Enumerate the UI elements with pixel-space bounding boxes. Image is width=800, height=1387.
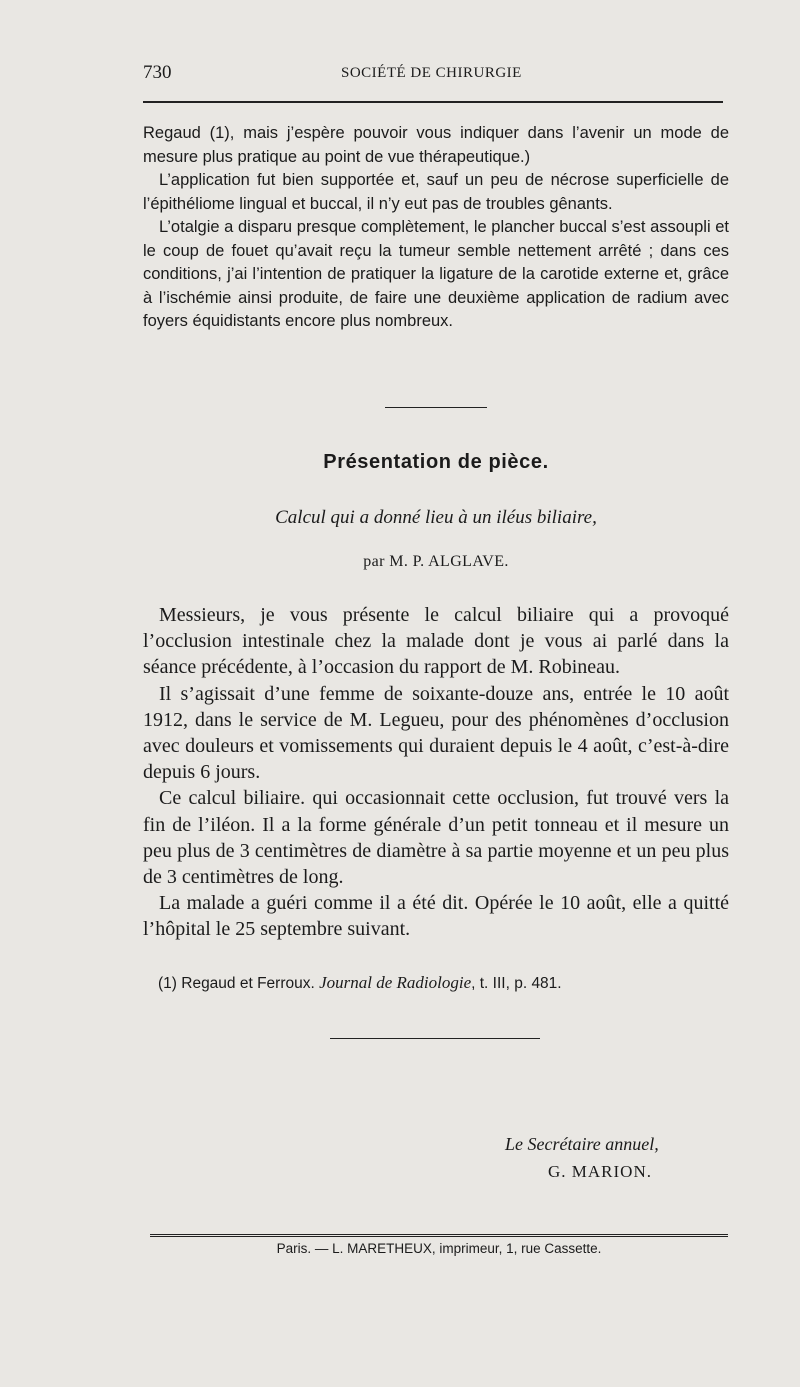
main-paragraph: Messieurs, je vous présente le calcul biliaire qui a provoqué l’occlusion intestinale chez la malade dont je vous ai parlé dans la séance précédente, à l’occasion du rapport de M. Robineau. bbox=[143, 604, 729, 679]
section-author: par M. P. ALGLAVE. bbox=[363, 553, 509, 570]
footnote-prefix: (1) Regaud et Ferroux. bbox=[158, 975, 320, 992]
section-title: Présentation de pièce. bbox=[323, 451, 549, 473]
end-divider bbox=[330, 1038, 540, 1039]
main-text bbox=[143, 602, 729, 943]
imprint-rule bbox=[150, 1234, 728, 1237]
running-head: SOCIÉTÉ DE CHIRURGIE bbox=[341, 65, 522, 81]
intro-text bbox=[143, 122, 729, 334]
footnote-suffix: , t. III, p. 481. bbox=[471, 975, 562, 992]
signature-name: G. MARION. bbox=[548, 1162, 652, 1181]
page-number: 730 bbox=[143, 62, 172, 83]
main-paragraph: Il s’agissait d’une femme de soixante-douze ans, entrée le 10 août 1912, dans le service de M. Legueu, pour des phénomènes d’occlusion avec douleurs et vomissements qui duraient depuis le 4 août, c’est-à-dire depuis 6 jours. bbox=[143, 682, 729, 784]
section-subtitle: Calcul qui a donné lieu à un iléus biliaire, bbox=[275, 507, 597, 528]
main-paragraph: La malade a guéri comme il a été dit. Opérée le 10 août, elle a quitté l’hôpital le 25 septembre suivant. bbox=[143, 892, 729, 941]
footnote-journal: Journal de Radiologie bbox=[319, 973, 472, 992]
intro-paragraph: Regaud (1), mais j’espère pouvoir vous indiquer dans l’avenir un mode de mesure plus pratique au point de vue thérapeutique.) bbox=[143, 124, 729, 166]
section-divider bbox=[385, 407, 487, 408]
main-paragraph: Ce calcul biliaire. qui occasionnait cette occlusion, fut trouvé vers la fin de l’iléon. Il a la forme générale d’un petit tonneau et il mesure un peu plus de 3 centimètres de diamètre à sa partie moyenne et un peu plus de 3 centimètres de long. bbox=[143, 787, 729, 889]
page-header bbox=[143, 62, 728, 86]
printer-imprint: Paris. — L. MARETHEUX, imprimeur, 1, rue Cassette. bbox=[276, 1241, 602, 1256]
signature-role: Le Secrétaire annuel, bbox=[505, 1134, 659, 1154]
intro-paragraph: L’application fut bien supportée et, sauf un peu de nécrose superficielle de l’épithéliome lingual et buccal, il n’y eut pas de troubles gênants. bbox=[143, 171, 729, 213]
header-rule bbox=[143, 101, 723, 103]
intro-paragraph: L’otalgie a disparu presque complètement, le plancher buccal s’est assoupli et le coup de fouet qu’avait reçu la tumeur semble nettement arrêté ; dans ces conditions, j’ai l’intention de pratiquer la ligature de la carotide externe et, grâce à l’ischémie ainsi produite, de faire une deuxième application de radium avec foyers équidistants encore plus nombreux. bbox=[143, 218, 729, 330]
footnote bbox=[158, 973, 728, 993]
